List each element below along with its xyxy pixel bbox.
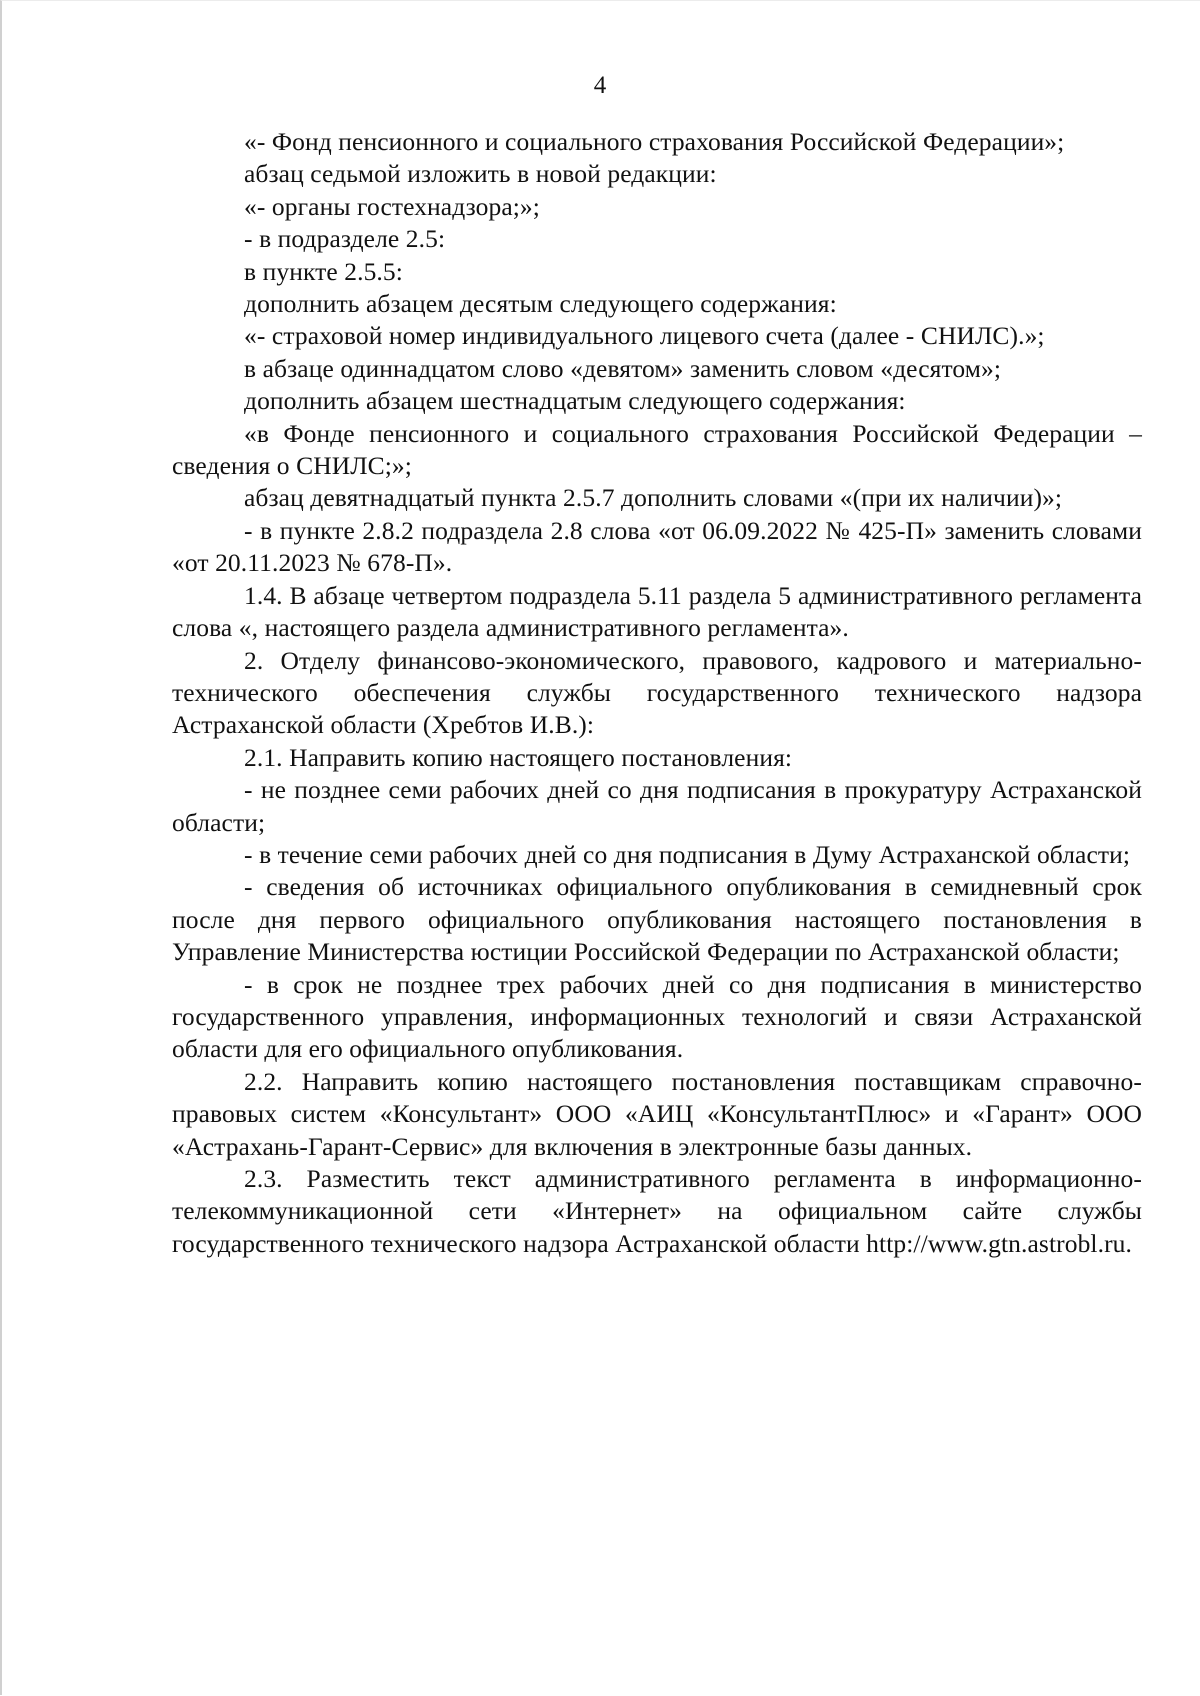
paragraph: - в течение семи рабочих дней со дня подписания в Думу Астраханской области;	[244, 839, 1131, 869]
paragraph: 2. Отделу финансово-экономического, правового, кадрового и материально-технического обеспечения службы государственного технического надзора Астраханской области (Хребтов И.В.):	[172, 645, 1142, 740]
paragraph: абзац девятнадцатый пункта 2.5.7 дополнить словами «(при их наличии)»;	[244, 483, 1063, 513]
paragraph: - не позднее семи рабочих дней со дня подписания в прокуратуру Астраханской области;	[172, 775, 1142, 837]
paragraph: в абзаце одиннадцатом слово «девятом» заменить словом «десятом»;	[244, 353, 1002, 383]
paragraph: «в Фонде пенсионного и социального страхования Российской Федерации – сведения о СНИЛС;»;	[172, 418, 1142, 481]
paragraph: 2.3. Разместить текст административного регламента в информационно-телекоммуникационной сети «Интернет» на официальном сайте службы государственного технического надзора Астраханской области http://www.gtn.astrobl.ru.	[172, 1164, 1142, 1258]
paragraph: абзац седьмой изложить в новой редакции:	[244, 159, 717, 189]
paragraph: «- Фонд пенсионного и социального страхования Российской Федерации»;	[244, 127, 1065, 156]
paragraph: дополнить абзацем шестнадцатым следующего содержания:	[244, 386, 906, 416]
paragraph: 1.4. В абзаце четвертом подраздела 5.11 раздела 5 административного регламента слова «, настоящего раздела административного регламента».	[172, 580, 1142, 643]
document-body	[172, 126, 1142, 1260]
paragraph: 2.2. Направить копию настоящего постановления поставщикам справочно-правовых систем «Консультант» ООО «АИЦ «КонсультантПлюс» и «Гарант» ООО «Астрахань-Гарант-Сервис» для включения в электронные базы данных.	[172, 1066, 1142, 1161]
paragraph: - сведения об источниках официального опубликования в семидневный срок после дня первого официального опубликования настоящего постановления в Управление Министерства юстиции Российской Федерации по Астраханской области;	[172, 872, 1142, 967]
paragraph: в пункте 2.5.5:	[244, 256, 403, 286]
paragraph: дополнить абзацем десятым следующего содержания:	[244, 289, 837, 319]
paragraph: «- органы гостехнадзора;»;	[244, 191, 540, 221]
paragraph: «- страховой номер индивидуального лицевого счета (далее - СНИЛС).»;	[244, 321, 1045, 351]
paragraph: - в пункте 2.8.2 подраздела 2.8 слова «от 06.09.2022 № 425-П» заменить словами «от 20.11.2023 № 678-П».	[172, 515, 1142, 578]
paragraph: 2.1. Направить копию настоящего постановления:	[244, 742, 793, 772]
page-number: 4	[593, 72, 607, 99]
paragraph: - в подразделе 2.5:	[244, 224, 446, 254]
paragraph: - в срок не позднее трех рабочих дней со дня подписания в министерство государственного управления, информационных технологий и связи Астраханской области для его официального опубликования.	[172, 969, 1142, 1064]
